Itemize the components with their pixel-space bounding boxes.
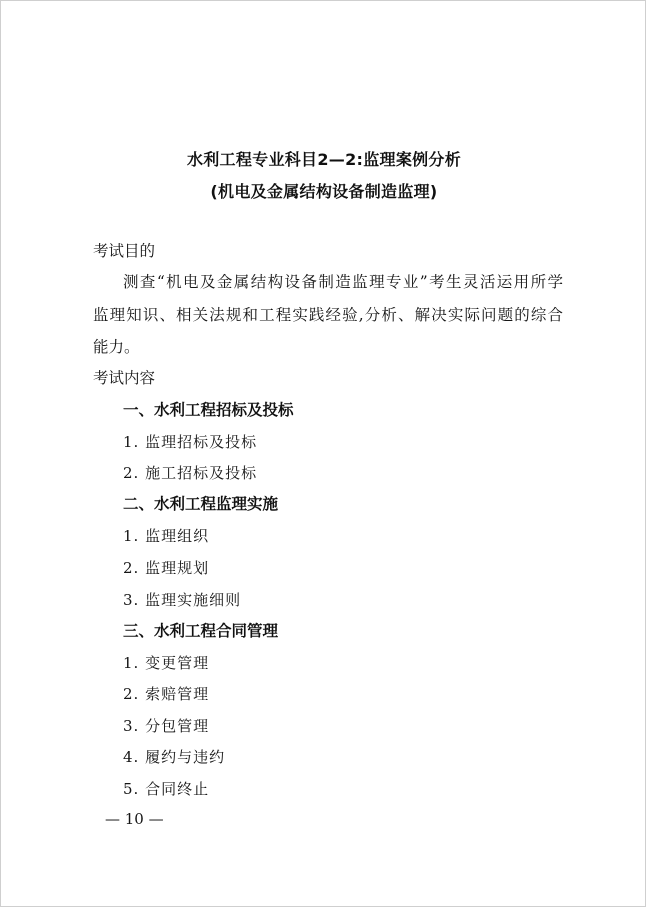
list-item: 3. 监理实施细则	[123, 591, 242, 609]
list-item: 2. 施工招标及投标	[123, 464, 258, 482]
section-heading: 一、水利工程招标及投标	[123, 401, 294, 419]
document-title: 水利工程专业科目2—2:监理案例分析	[186, 150, 462, 169]
list-item: 1. 监理招标及投标	[123, 433, 258, 451]
purpose-text-line: 能力。	[93, 338, 140, 356]
page-number: — 10 —	[105, 810, 164, 828]
list-item: 4. 履约与违约	[123, 748, 226, 766]
purpose-heading: 考试目的	[93, 242, 156, 260]
purpose-text-line: 测查“机电及金属结构设备制造监理专业”考生灵活运用所学	[123, 273, 563, 291]
section-heading: 二、水利工程监理实施	[123, 495, 279, 513]
list-item: 2. 监理规划	[123, 559, 210, 577]
list-item: 1. 变更管理	[123, 654, 210, 672]
list-item: 5. 合同终止	[123, 780, 210, 798]
document-subtitle: (机电及金属结构设备制造监理)	[210, 182, 438, 201]
content-heading: 考试内容	[93, 369, 156, 387]
list-item: 3. 分包管理	[123, 717, 210, 735]
purpose-text-line: 监理知识、相关法规和工程实践经验,分析、解决实际问题的综合	[93, 306, 563, 324]
list-item: 2. 索赔管理	[123, 685, 210, 703]
list-item: 1. 监理组织	[123, 527, 210, 545]
section-heading: 三、水利工程合同管理	[123, 622, 279, 640]
